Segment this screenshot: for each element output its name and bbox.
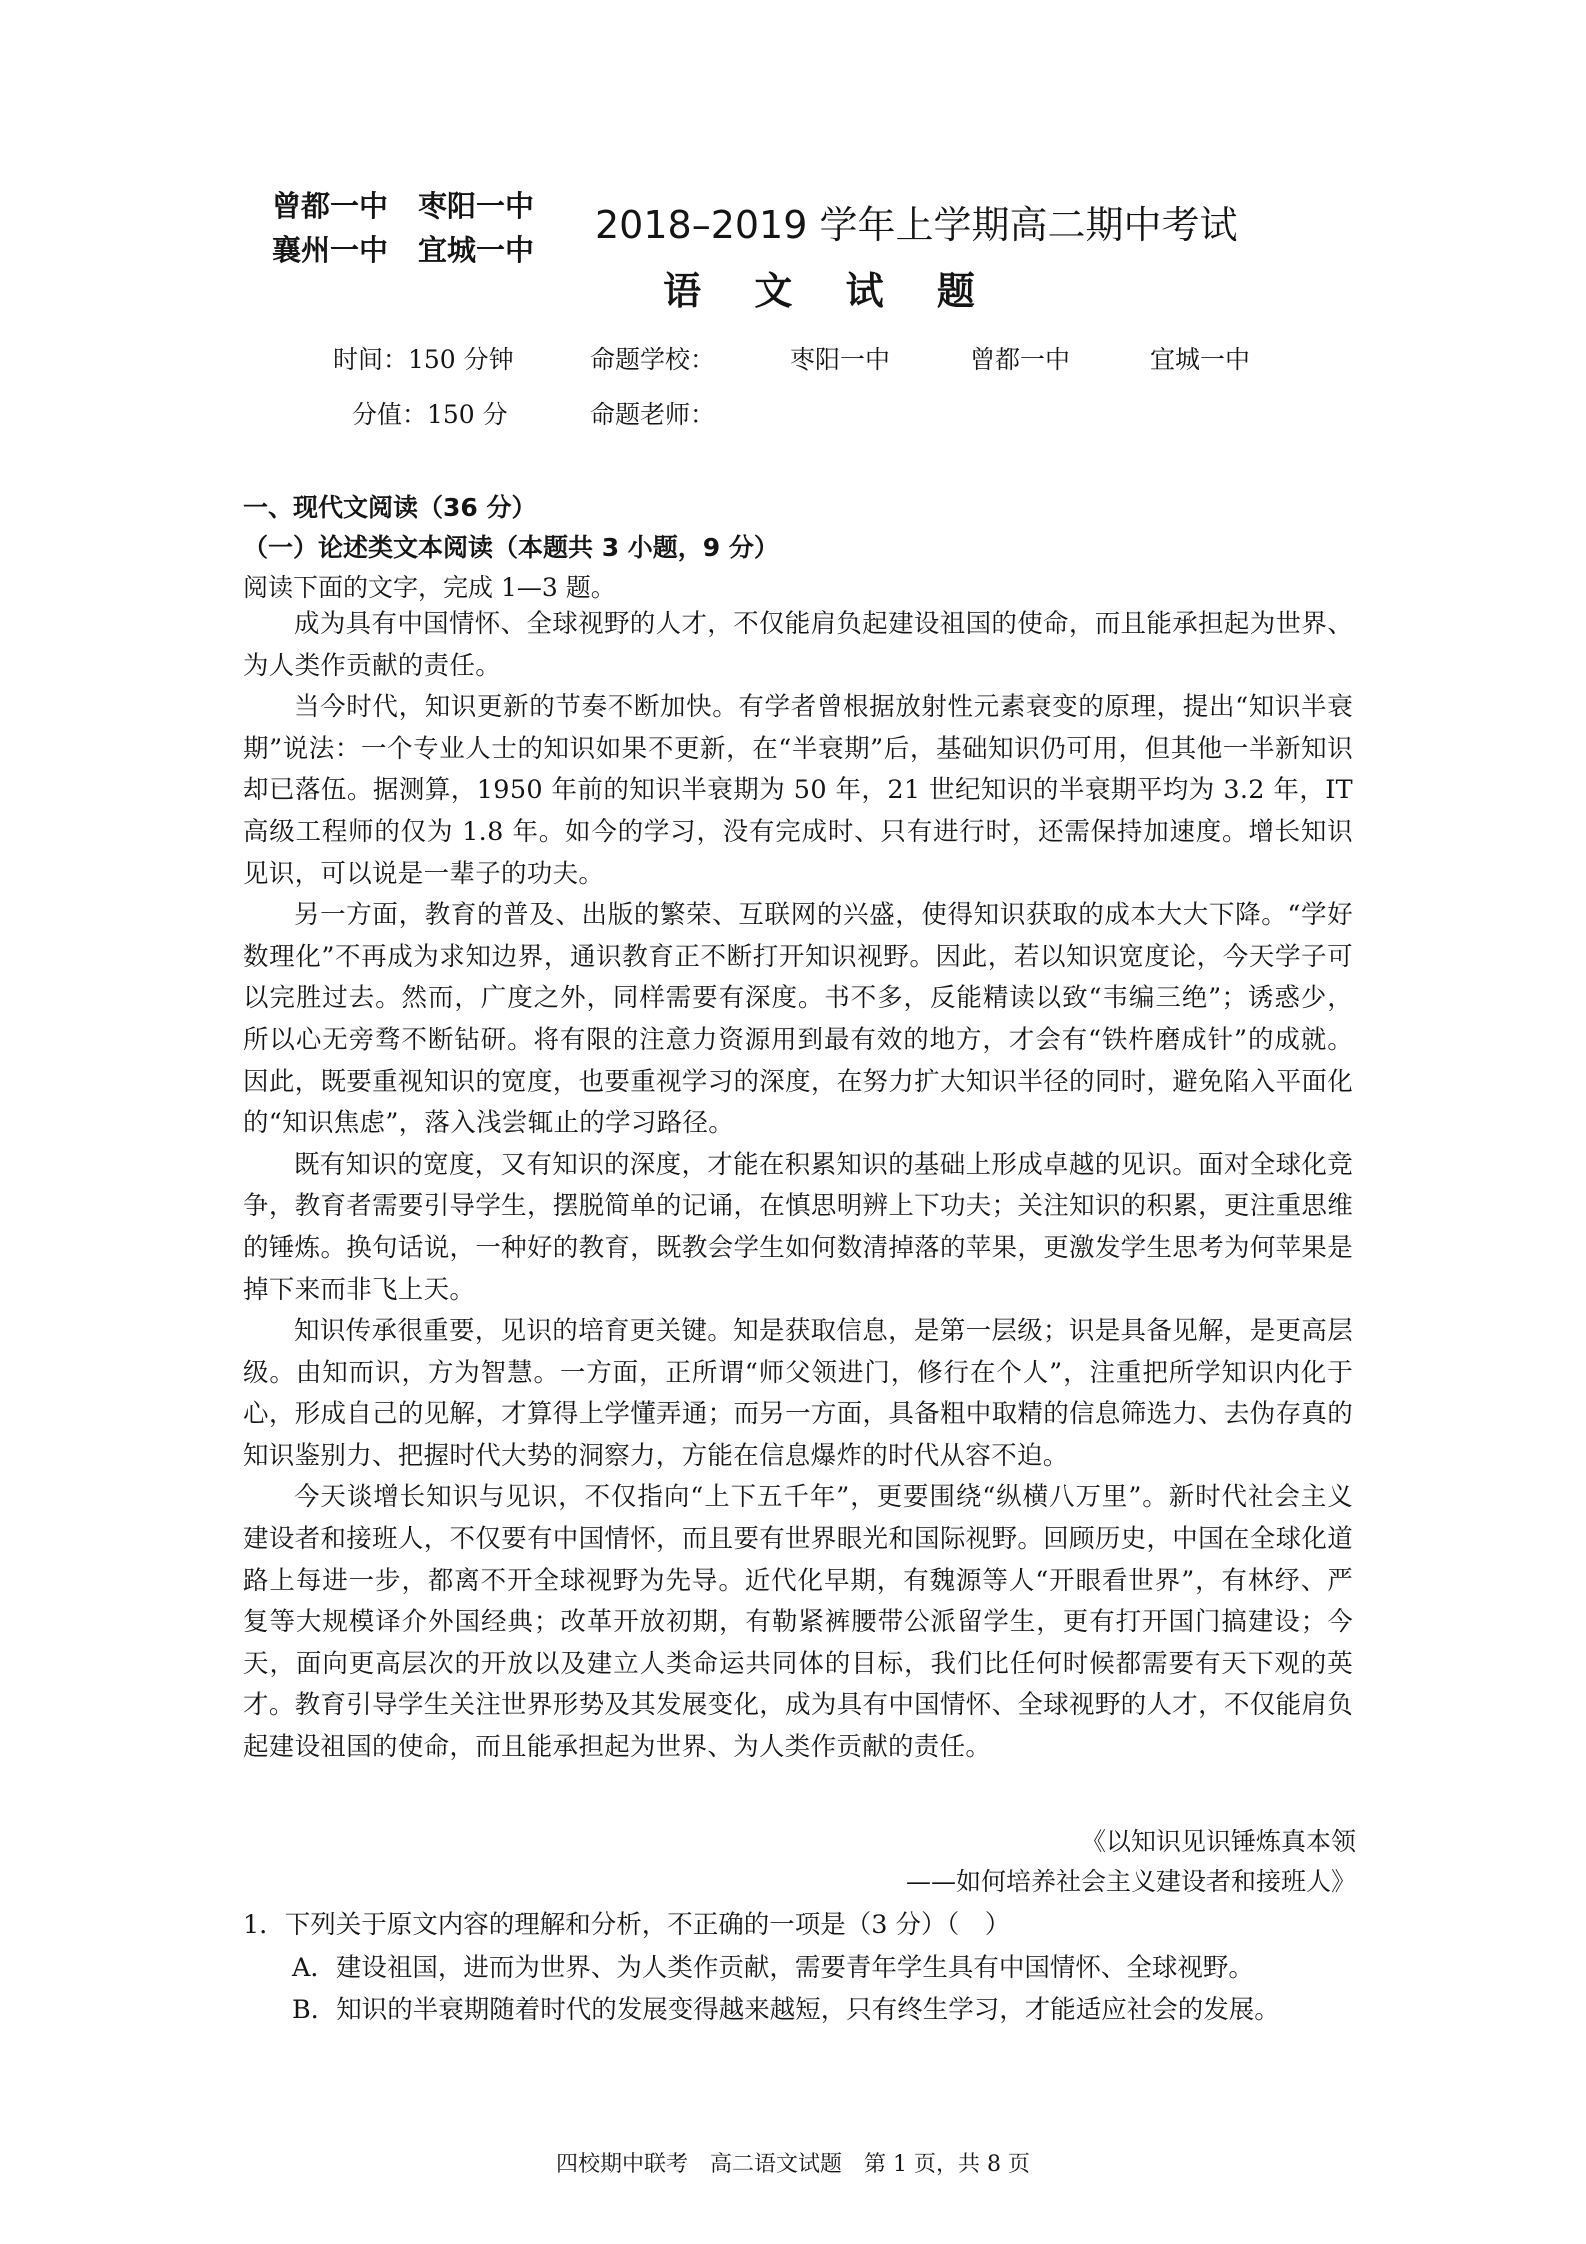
school-name: 宜城一中 xyxy=(418,233,535,267)
school-name: 枣阳一中 xyxy=(418,189,535,223)
school-list xyxy=(272,184,572,272)
source-subtitle: ——如何培养社会主义建设者和接班人》 xyxy=(905,1867,1356,1896)
setter-school: 枣阳一中 xyxy=(790,345,891,374)
subject-title: 语 文 试 题 xyxy=(663,269,995,313)
page-footer: 四校期中联考 高二语文试题 第 1 页，共 8 页 xyxy=(556,2152,1030,2177)
question-1-stem: 1．下列关于原文内容的理解和分析，不正确的一项是（3 分）（ ） xyxy=(243,1910,1011,1940)
exam-score: 分值：150 分 xyxy=(352,400,508,429)
section-subtitle: （一）论述类文本阅读（本题共 3 小题，9 分） xyxy=(243,533,779,562)
question-1-option-b: B．知识的半衰期随着时代的发展变得越来越短，只有终生学习，才能适应社会的发展。 xyxy=(292,1995,1280,2025)
passage-paragraph: 当今时代，知识更新的节奏不断加快。有学者曾根据放射性元素衰变的原理，提出“知识半衰期”说法：一个专业人士的知识如果不更新，在“半衰期”后，基础知识仍可用，但其他一半新知识却已落伍。据测算，1950 年前的知识半衰期为 50 年，21 世纪知识的半衰期平均为 3.2 年，IT 高级工程师的仅为 1.8 年。如今的学习，没有完成时、只有进行时，还需保持加速度。增长知识见识，可以说是一辈子的功夫。 xyxy=(243,692,1353,889)
school-row-1 xyxy=(272,184,572,228)
school-name: 襄州一中 xyxy=(272,233,389,267)
school-name: 曾都一中 xyxy=(272,189,389,223)
reading-passage xyxy=(243,604,1353,1769)
section-title: 一、现代文阅读（36 分） xyxy=(243,493,537,522)
question-1-option-a: A．建设祖国，进而为世界、为人类作贡献，需要青年学生具有中国情怀、全球视野。 xyxy=(292,1953,1254,1983)
passage-paragraph: 另一方面，教育的普及、出版的繁荣、互联网的兴盛，使得知识获取的成本大大下降。“学好数理化”不再成为求知边界，通识教育正不断打开知识视野。因此，若以知识宽度论，今天学子可以完胜过去。然而，广度之外，同样需要有深度。书不多，反能精读以致“韦编三绝”；诱惑少，所以心无旁骛不断钻研。将有限的注意力资源用到最有效的地方，才会有“铁杵磨成针”的成就。因此，既要重视知识的宽度，也要重视学习的深度，在努力扩大知识半径的同时，避免陷入平面化的“知识焦虑”，落入浅尝辄止的学习路径。 xyxy=(243,900,1353,1139)
passage-paragraph: 今天谈增长知识与见识，不仅指向“上下五千年”，更要围绕“纵横八万里”。新时代社会主义建设者和接班人，不仅要有中国情怀，而且要有世界眼光和国际视野。回顾历史，中国在全球化道路上每进一步，都离不开全球视野为先导。近代化早期，有魏源等人“开眼看世界”，有林纾、严复等大规模译介外国经典；改革开放初期，有勒紧裤腰带公派留学生，更有打开国门搞建设；今天，面向更高层次的开放以及建立人类命运共同体的目标，我们比任何时候都需要有天下观的英才。教育引导学生关注世界形势及其发展变化，成为具有中国情怀、全球视野的人才，不仅能肩负起建设祖国的使命，而且能承担起为世界、为人类作贡献的责任。 xyxy=(243,1482,1353,1763)
reading-instruction: 阅读下面的文字，完成 1—3 题。 xyxy=(243,573,616,602)
setter-teacher-label: 命题老师： xyxy=(590,400,716,429)
setter-school: 宜城一中 xyxy=(1150,345,1251,374)
setter-school-label: 命题学校： xyxy=(590,345,716,374)
source-title: 《以知识见识锤炼真本领 xyxy=(1080,1827,1356,1856)
exam-title: 2018–2019 学年上学期高二期中考试 xyxy=(595,203,1238,247)
passage-paragraph: 知识传承很重要，见识的培育更关键。知是获取信息，是第一层级；识是具备见解，是更高层级。由知而识，方为智慧。一方面，正所谓“师父领进门，修行在个人”，注重把所学知识内化于心，形成自己的见解，才算得上学懂弄通；而另一方面，具备粗中取精的信息筛选力、去伪存真的知识鉴别力、把握时代大势的洞察力，方能在信息爆炸的时代从容不迫。 xyxy=(243,1316,1353,1471)
passage-paragraph: 既有知识的宽度，又有知识的深度，才能在积累知识的基础上形成卓越的见识。面对全球化竞争，教育者需要引导学生，摆脱简单的记诵，在慎思明辨上下功夫；关注知识的积累，更注重思维的锤炼。换句话说，一种好的教育，既教会学生如何数清掉落的苹果，更激发学生思考为何苹果是掉下来而非飞上天。 xyxy=(243,1149,1353,1305)
passage-paragraph: 成为具有中国情怀、全球视野的人才，不仅能肩负起建设祖国的使命，而且能承担起为世界、为人类作贡献的责任。 xyxy=(243,609,1353,681)
exam-time: 时间：150 分钟 xyxy=(333,345,514,374)
setter-school: 曾都一中 xyxy=(970,345,1071,374)
